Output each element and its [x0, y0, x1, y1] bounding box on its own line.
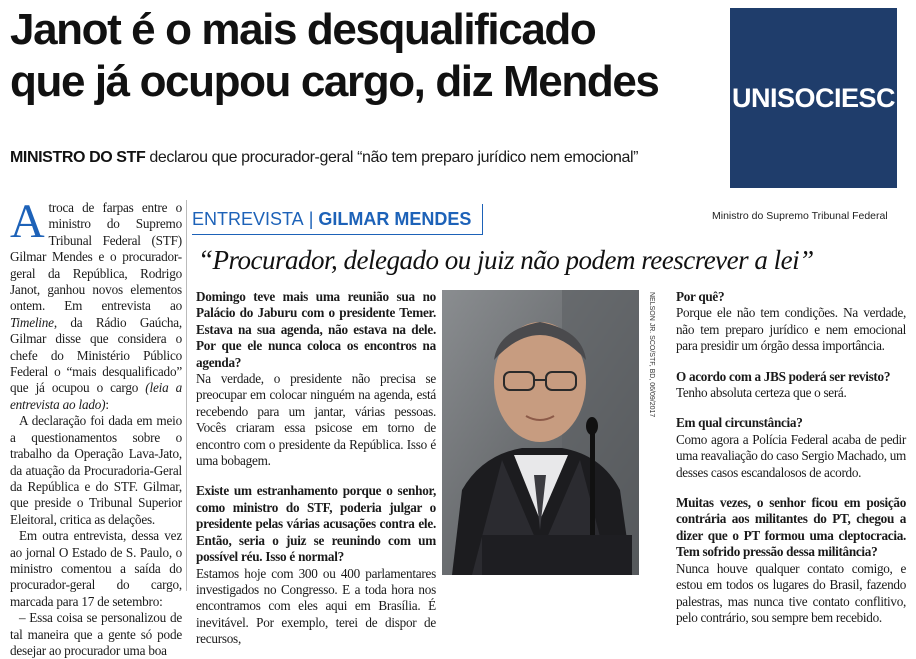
- section-label: ENTREVISTA: [192, 209, 304, 229]
- interview-answer: Tenho absoluta certeza que o será.: [676, 385, 847, 401]
- pull-quote: “Procurador, delegado ou juiz não podem reescrever a lei”: [198, 245, 814, 275]
- article-paragraph: [10, 195, 182, 413]
- interview-answer: Estamos hoje com 300 ou 400 parlamentares investigados no Congresso. E a toda hora nos encontramos com eles aqui em Brasília. É inevitável. Por exemplo, terei de dispor de recursos,: [196, 565, 436, 647]
- subhead-text: declarou que procurador-geral “não tem preparo jurídico nem emocional”: [145, 149, 639, 166]
- column-divider: [186, 200, 187, 591]
- interviewee-name: GILMAR MENDES: [318, 209, 472, 229]
- portrait-illustration: [442, 290, 639, 575]
- interview-answer: Porque ele não tem condições. Na verdade, não tem preparo jurídico e nem emocional para presidir um órgão dessa importância.: [676, 305, 906, 354]
- program-name: Timeline: [10, 314, 54, 330]
- photo-credit: NELSON JR. SCO/STF, BD, 06/09/2017: [648, 292, 655, 418]
- interview-question: Por quê?: [676, 289, 725, 304]
- unisociesc-logo: [730, 8, 897, 188]
- headline-line-1: Janot é o mais desqualificado: [10, 5, 596, 54]
- interview-question: Muitas vezes, o senhor ficou em posição contrária aos militantes do PT, chegou a dizer que o PT formou uma cleptocracia. Tem sofrido pressão dessa militância?: [676, 495, 906, 560]
- interview-question: O acordo com a JBS poderá ser revisto?: [676, 368, 891, 384]
- cross-reference: (leia a entrevista ao lado): [10, 380, 182, 412]
- interview-answer: Na verdade, o presidente não precisa se preocupar em colocar ninguém na agenda, está recebendo para um jantar, várias pessoas. Vocês criaram essa psicose em torno de encontro com o presidente da República. Isso é uma bobagem.: [196, 371, 436, 469]
- text-run: :: [105, 396, 109, 412]
- headline-line-2: que já ocupou cargo, diz Mendes: [10, 57, 659, 106]
- text-run: troca de farpas entre o ministro do Supremo Tribunal Federal (STF) Gilmar Mendes e o procurador-geral da República, Rodrigo Janot, ganhou novos elementos ontem. Em entrevista ao: [10, 200, 182, 314]
- article-column-1: [10, 195, 182, 658]
- text-run: , da Rádio Gaúcha, Gilmar disse que considera o chefe do Ministério Público Federal o “mais desqualificado” que já ocupou o cargo: [10, 314, 182, 396]
- portrait-photo: [442, 290, 639, 575]
- interview-answer: Como agora a Polícia Federal acaba de pedir uma reavaliação do caso Sergio Machado, um desses casos escandalosos de acordo.: [676, 431, 906, 480]
- interview-question: Em qual circunstância?: [676, 415, 803, 431]
- headline: [10, 4, 710, 108]
- subhead: [10, 147, 725, 169]
- interview-answer: Nunca houve qualquer contato comigo, e estou em todos os lugares do Brasil, fazendo palestras, mas nunca tive contato conflitivo, pelo contrário, sou sempre bem recebido.: [676, 560, 906, 625]
- label-separator: |: [308, 209, 314, 229]
- dropcap: A: [10, 195, 45, 248]
- interview-question: Domingo teve mais uma reunião sua no Palácio do Jaburu com o presidente Temer. Estava na sua agenda, não estava na dele. Por que ele nunca coloca os encontros na agenda?: [196, 289, 436, 370]
- interviewee-title: Ministro do Supremo Tribunal Federal: [712, 210, 888, 222]
- interview-column-1: [196, 289, 436, 647]
- subhead-kicker: MINISTRO DO STF: [10, 149, 146, 166]
- interview-column-2: [676, 289, 906, 625]
- article-paragraph: – Essa coisa se personalizou de tal maneira que a gente só pode desejar ao procurador uma boa: [10, 610, 182, 658]
- article-paragraph: A declaração foi dada em meio a questionamentos sobre o trabalho da Operação Lava-Jato, da atuação da Procuradoria-Geral da República e do STF. Gilmar, que preside o Tribunal Superior Eleitoral, critica as delações.: [10, 413, 182, 527]
- article-paragraph: Em outra entrevista, dessa vez ao jornal O Estado de S. Paulo, o ministro comentou a saída do procurador-geral do cargo, marcada para 17 de setembro:: [10, 528, 182, 609]
- interview-question: Existe um estranhamento porque o senhor, como ministro do STF, poderia julgar o presidente pelas várias acusações contra ele. Então, seria o juiz se reunindo com um possível réu. Isso é normal?: [196, 483, 436, 565]
- logo-text: UNISOCIESC: [731, 82, 896, 113]
- interview-label: [192, 204, 483, 235]
